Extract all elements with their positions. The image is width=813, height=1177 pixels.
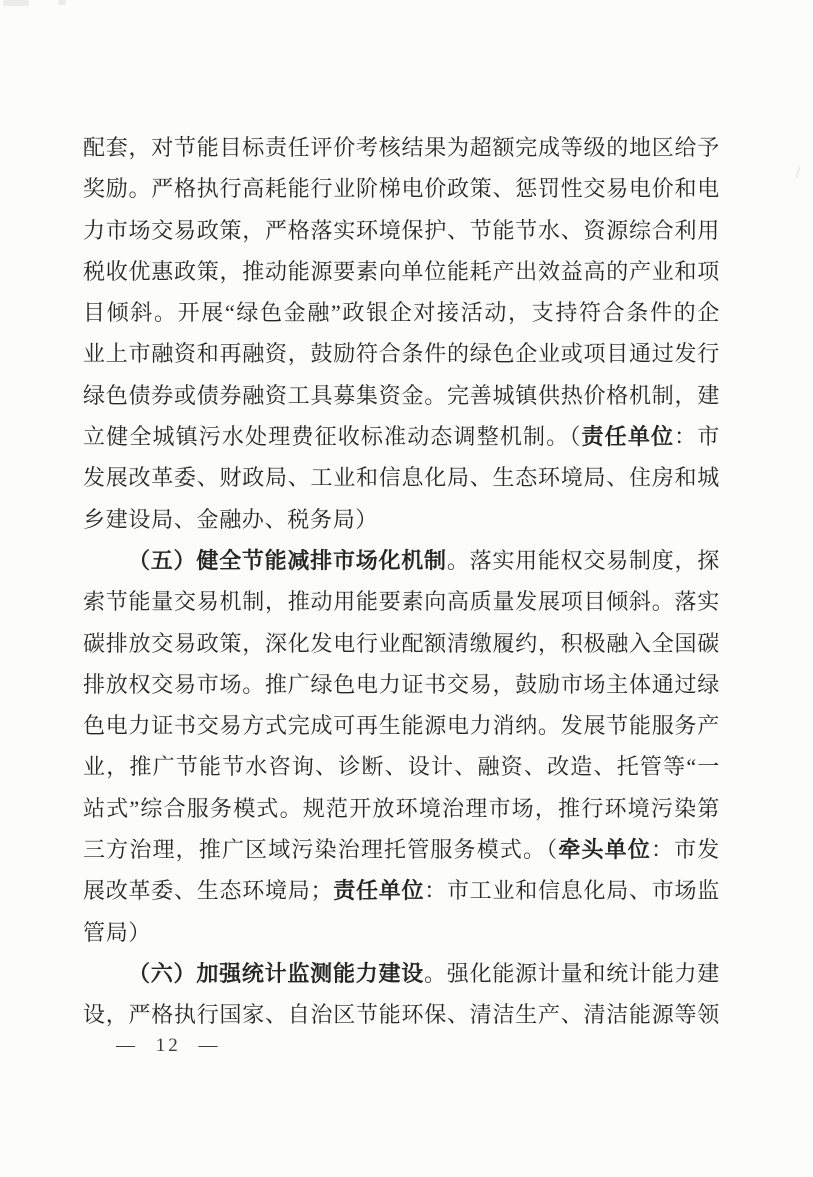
text-line [83,581,720,622]
body-text [83,127,720,1036]
text-line [83,664,720,705]
text-line [83,251,720,292]
text-line [83,870,720,911]
text-line [83,623,720,664]
text-line [83,292,720,333]
text-line [83,953,720,994]
body-text-run: 绿色债券或债券融资工具募集资金。完善城镇供热价格机制，建 [83,382,720,408]
body-text-run: 业，推广节能节水咨询、诊断、设计、融资、改造、托管等“一 [83,754,720,780]
text-line [83,788,720,829]
text-line [83,168,720,209]
body-text-run: 配套，对节能目标责任评价考核结果为超额完成等级的地区给予 [83,135,720,160]
emphasis-text: （六）加强统计监测能力建设 [128,960,425,986]
body-text-run: 乡建设局、金融办、税务局） [83,506,379,532]
scan-artifact [3,0,29,6]
body-text-run: 展改革委、生态环境局； [83,878,334,904]
body-text-run: 税收优惠政策，推动能源要素向单位能耗产出效益高的产业和项 [83,258,720,284]
emphasis-text: 责任单位 [581,424,675,450]
body-text-run: 三方治理，推广区域污染治理托管服务模式。（ [83,837,559,863]
scan-artifact [58,0,66,5]
text-line [83,127,720,168]
text-line [83,829,720,870]
text-line [83,333,720,374]
body-text-run: 力市场交易政策，严格落实环境保护、节能节水、资源综合利用 [83,217,720,243]
text-line [83,746,720,787]
body-text-run: 立健全城镇污水处理费征收标准动态调整机制。（ [83,424,582,450]
text-line [83,912,720,953]
text-line [83,499,720,540]
emphasis-text: 牵头单位 [558,837,651,863]
text-line [83,416,720,457]
body-text-run: 目倾斜。开展“绿色金融”政银企对接活动，支持符合条件的企 [83,300,720,326]
text-line [83,540,720,581]
text-line [83,375,720,416]
page-number: — 12 — [116,1035,221,1056]
body-text-run: 设，严格执行国家、自治区节能环保、清洁生产、清洁能源等领 [83,1002,720,1028]
text-line [83,210,720,251]
body-text-run: 排放权交易市场。推广绿色电力证书交易，鼓励市场主体通过绿 [83,671,720,697]
text-line [83,705,720,746]
text-line [83,457,720,498]
body-text-run: 发展改革委、财政局、工业和信息化局、生态环境局、住房和城 [83,465,720,491]
body-text-run: 管局） [83,919,152,945]
text-line [83,994,720,1035]
scan-artifact [795,166,801,178]
body-text-run: 索节能量交易机制，推动用能要素向高质量发展项目倾斜。落实 [83,589,720,615]
body-text-run: 碳排放交易政策，深化发电行业配额清缴履约，积极融入全国碳 [83,630,720,656]
body-text-run: 站式”综合服务模式。规范开放环境治理市场，推行环境污染第 [83,795,720,821]
body-text-run: ：市工业和信息化局、市场监 [424,878,720,904]
emphasis-text: （五）健全节能减排市场化机制 [128,547,447,573]
body-text-run: ：市发 [650,837,720,863]
body-text-run: 奖励。严格执行高耗能行业阶梯电价政策、惩罚性交易电价和电 [83,176,720,202]
body-text-run: ：市 [674,424,720,450]
body-text-run: 。强化能源计量和统计能力建 [424,960,720,986]
emphasis-text: 责任单位 [333,878,425,904]
body-text-run: 。落实用能权交易制度，探 [446,547,720,573]
body-text-run: 业上市融资和再融资，鼓励符合条件的绿色企业或项目通过发行 [83,341,720,367]
body-text-run: 色电力证书交易方式完成可再生能源电力消纳。发展节能服务产 [83,713,720,739]
